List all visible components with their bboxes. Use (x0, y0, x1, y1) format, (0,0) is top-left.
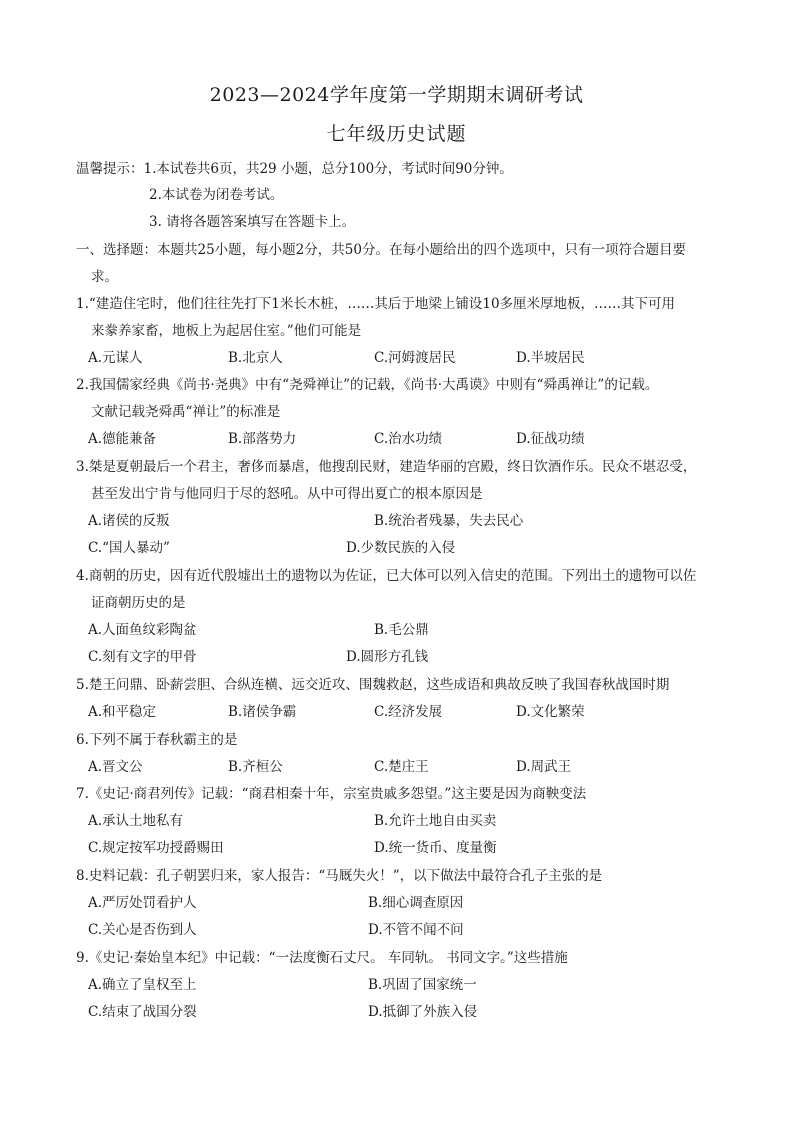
question-7-stem: 7.《史记·商君列传》记载：“商君相秦十年，宗室贵戚多怨望。”这主要是因为商鞅变法 (76, 786, 587, 802)
question-1-option-a: A.元谋人 (88, 350, 143, 366)
question-5-option-c: C.经济发展 (374, 704, 443, 720)
question-7-option-d: D.统一货币、度量衡 (374, 840, 497, 856)
question-3-stem: 3.桀是夏朝最后一个君主，奢侈而暴虐，他搜刮民财，建造华丽的宫殿，终日饮酒作乐。民众不堪忍受， (76, 459, 697, 475)
question-5-option-d: D.文化繁荣 (516, 704, 585, 720)
question-2-option-b: B.部落势力 (228, 431, 297, 447)
question-9-option-b: B.巩固了国家统一 (368, 977, 477, 993)
question-1-stem-cont: 来豢养家畜，地板上为起居住室。”他们可能是 (91, 323, 362, 339)
question-1-option-c: C.河姆渡居民 (374, 350, 456, 366)
section-heading: 一、选择题：本题共25小题，每小题2分，共50分。在每小题给出的四个选项中，只有一项符合题目要 (76, 242, 686, 258)
question-3-option-a: A.诸侯的反叛 (88, 513, 170, 529)
question-3-option-c: C.“国人暴动” (88, 540, 170, 556)
question-7-option-b: B.允许土地自由买卖 (374, 813, 497, 829)
question-6-option-d: D.周武王 (516, 759, 572, 775)
question-4-option-b: B.毛公鼎 (374, 622, 429, 638)
question-3-option-d: D.少数民族的入侵 (346, 540, 456, 556)
question-4-option-c: C.刻有文字的甲骨 (88, 649, 197, 665)
question-2-stem-cont: 文献记载尧舜禹“禅让”的标准是 (91, 404, 281, 420)
notice-line-2: 2.本试卷为闭卷考试。 (149, 187, 284, 203)
question-4-option-a: A.人面鱼纹彩陶盆 (88, 622, 197, 638)
question-6-stem: 6.下列不属于春秋霸主的是 (76, 732, 238, 748)
question-8-option-d: D.不管不闻不问 (368, 922, 464, 938)
question-2-option-c: C.治水功绩 (374, 431, 443, 447)
question-8-stem: 8.史料记载：孔子朝罢归来，家人报告：“马厩失火！”，以下做法中最符合孔子主张的是 (76, 868, 603, 884)
question-9-option-a: A.确立了皇权至上 (88, 977, 197, 993)
question-7-option-a: A.承认土地私有 (88, 813, 184, 829)
question-9-option-c: C.结束了战国分裂 (88, 1004, 197, 1020)
question-8-option-a: A.严厉处罚看护人 (88, 895, 197, 911)
question-6-option-c: C.楚庄王 (374, 759, 429, 775)
question-8-option-c: C.关心是否伤到人 (88, 922, 197, 938)
notice-line-1: 温馨提示：1.本试卷共6页，共29 小题，总分100分，考试时间90分钟。 (76, 161, 513, 177)
question-8-option-b: B.细心调查原因 (368, 895, 464, 911)
question-2-option-d: D.征战功绩 (516, 431, 585, 447)
question-9-option-d: D.抵御了外族入侵 (368, 1004, 478, 1020)
notice-line-3: 3. 请将各题答案填写在答题卡上。 (149, 214, 356, 230)
question-9-stem: 9.《史记·秦始皇本纪》中记载：“一法度衡石丈尺。 车同轨。 书同文字。”这些措施 (76, 950, 568, 966)
question-1-option-d: D.半坡居民 (516, 350, 585, 366)
question-1-stem: 1.“建造住宅时，他们往往先打下1米长木桩，……其后于地梁上铺设10多厘米厚地板，……其下可用 (76, 296, 676, 312)
question-3-option-b: B.统治者残暴，失去民心 (374, 513, 524, 529)
question-1-option-b: B.北京人 (228, 350, 283, 366)
section-heading-cont: 求。 (91, 269, 118, 285)
question-5-stem: 5.楚王问鼎、卧薪尝胆、合纵连横、远交近攻、围魏救赵，这些成语和典故反映了我国春秋战国时期 (76, 677, 670, 693)
question-6-option-a: A.晋文公 (88, 759, 143, 775)
question-3-stem-cont: 甚至发出宁肯与他同归于尽的怒吼。从中可得出夏亡的根本原因是 (91, 486, 483, 502)
question-2-option-a: A.德能兼备 (88, 431, 157, 447)
exam-subtitle: 七年级历史试题 (326, 123, 467, 145)
question-6-option-b: B.齐桓公 (228, 759, 283, 775)
question-2-stem: 2.我国儒家经典《尚书·尧典》中有“尧舜禅让”的记载，《尚书·大禹谟》中则有“舜禹禅让”的记载。 (76, 377, 659, 393)
question-4-stem-cont: 证商朝历史的是 (91, 595, 186, 611)
question-5-option-b: B.诸侯争霸 (228, 704, 297, 720)
question-4-stem: 4.商朝的历史，因有近代殷墟出土的遗物以为佐证，已大体可以列入信史的范围。下列出土的遗物可以佐 (76, 568, 697, 584)
question-7-option-c: C.规定按军功授爵赐田 (88, 840, 224, 856)
exam-title: 2023—2024学年度第一学期期末调研考试 (209, 84, 584, 106)
question-5-option-a: A.和平稳定 (88, 704, 157, 720)
question-4-option-d: D.圆形方孔钱 (346, 649, 429, 665)
